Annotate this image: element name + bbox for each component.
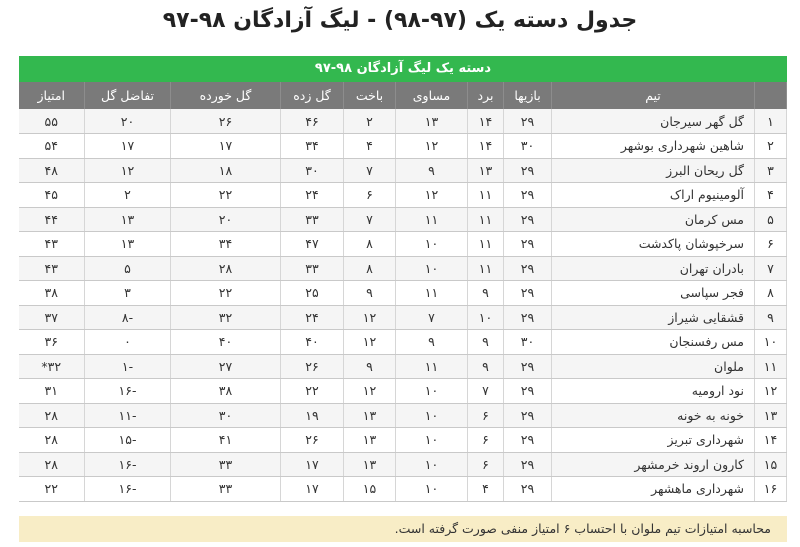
cell-lost: ۷ [344,158,396,183]
header-rank [755,82,787,109]
cell-points: ۵۴ [19,134,85,159]
cell-won: ۱۴ [468,134,504,159]
cell-played: ۲۹ [504,428,552,453]
cell-drawn: ۱۰ [396,477,468,502]
cell-goal-difference: ۵ [85,256,171,281]
cell-rank: ۴ [755,183,787,208]
cell-goals-against: ۴۱ [171,428,281,453]
cell-drawn: ۱۰ [396,379,468,404]
cell-played: ۲۹ [504,305,552,330]
cell-goals-against: ۳۰ [171,403,281,428]
cell-lost: ۷ [344,207,396,232]
cell-goal-difference: -۱ [85,354,171,379]
table-row [19,330,787,355]
cell-goals-against: ۳۳ [171,477,281,502]
cell-played: ۳۰ [504,330,552,355]
cell-goals-against: ۲۲ [171,281,281,306]
table-header-row [19,82,787,109]
cell-points: ۲۸ [19,428,85,453]
table-row [19,354,787,379]
cell-points: ۴۸ [19,158,85,183]
table-row [19,477,787,502]
cell-goals-against: ۲۲ [171,183,281,208]
cell-team: مس رفسنجان [552,330,755,355]
cell-goals-for: ۲۴ [281,305,344,330]
cell-goal-difference: ۲ [85,183,171,208]
cell-points: ۲۸ [19,452,85,477]
cell-lost: ۱۳ [344,452,396,477]
cell-team: قشقایی شیراز [552,305,755,330]
cell-played: ۲۹ [504,256,552,281]
cell-goals-against: ۳۸ [171,379,281,404]
cell-goal-difference: -۱۱ [85,403,171,428]
cell-rank: ۱۴ [755,428,787,453]
cell-points: ۵۵ [19,109,85,134]
cell-team: فجر سپاسی [552,281,755,306]
cell-won: ۷ [468,379,504,404]
cell-rank: ۹ [755,305,787,330]
cell-team: شهرداری ماهشهر [552,477,755,502]
cell-rank: ۵ [755,207,787,232]
table-row [19,134,787,159]
cell-rank: ۱۲ [755,379,787,404]
cell-drawn: ۱۱ [396,207,468,232]
cell-points: ۳۱ [19,379,85,404]
cell-goals-against: ۳۲ [171,305,281,330]
cell-goals-against: ۱۷ [171,134,281,159]
cell-goal-difference: ۱۳ [85,232,171,257]
table-row [19,379,787,404]
header-goal-difference: تفاضل گل [85,82,171,109]
table-row [19,207,787,232]
cell-played: ۲۹ [504,354,552,379]
cell-rank: ۷ [755,256,787,281]
cell-drawn: ۹ [396,158,468,183]
cell-played: ۲۹ [504,207,552,232]
cell-won: ۱۱ [468,232,504,257]
cell-points: ۳۶ [19,330,85,355]
cell-drawn: ۹ [396,330,468,355]
cell-rank: ۶ [755,232,787,257]
cell-won: ۶ [468,452,504,477]
cell-won: ۱۳ [468,158,504,183]
cell-team: نود ارومیه [552,379,755,404]
cell-goal-difference: -۱۶ [85,452,171,477]
footnote: محاسبه امتیازات تیم ملوان با احتساب ۶ امتیاز منفی صورت گرفته است. [19,516,787,542]
cell-lost: ۲ [344,109,396,134]
cell-team: بادران تهران [552,256,755,281]
cell-drawn: ۱۰ [396,403,468,428]
cell-played: ۲۹ [504,183,552,208]
header-points: امتیاز [19,82,85,109]
cell-goals-for: ۲۶ [281,428,344,453]
cell-lost: ۸ [344,256,396,281]
cell-won: ۱۱ [468,207,504,232]
cell-goals-for: ۲۶ [281,354,344,379]
table-row [19,232,787,257]
cell-played: ۲۹ [504,158,552,183]
cell-played: ۳۰ [504,134,552,159]
cell-goals-for: ۳۳ [281,207,344,232]
cell-goal-difference: ۱۲ [85,158,171,183]
cell-played: ۲۹ [504,232,552,257]
cell-rank: ۱۱ [755,354,787,379]
header-team: تیم [552,82,755,109]
cell-rank: ۱۰ [755,330,787,355]
cell-rank: ۱۳ [755,403,787,428]
cell-played: ۲۹ [504,477,552,502]
cell-rank: ۸ [755,281,787,306]
table-banner: دسته یک لیگ آزادگان ۹۸-۹۷ [19,56,787,82]
cell-goal-difference: -۱۶ [85,379,171,404]
cell-goals-against: ۳۳ [171,452,281,477]
cell-played: ۲۹ [504,403,552,428]
cell-goals-for: ۲۲ [281,379,344,404]
header-played: بازیها [504,82,552,109]
cell-won: ۱۰ [468,305,504,330]
cell-team: سرخپوشان پاکدشت [552,232,755,257]
cell-points: ۴۳ [19,256,85,281]
cell-points: ۲۲ [19,477,85,502]
cell-goals-for: ۳۴ [281,134,344,159]
cell-drawn: ۷ [396,305,468,330]
header-drawn: مساوی [396,82,468,109]
cell-team: کارون اروند خرمشهر [552,452,755,477]
cell-lost: ۱۳ [344,403,396,428]
cell-goals-for: ۲۵ [281,281,344,306]
cell-team: شهرداری تبریز [552,428,755,453]
cell-won: ۱۴ [468,109,504,134]
cell-goals-for: ۳۰ [281,158,344,183]
cell-goals-against: ۲۶ [171,109,281,134]
table-row [19,403,787,428]
cell-played: ۲۹ [504,109,552,134]
cell-lost: ۹ [344,354,396,379]
header-goals-for: گل زده [281,82,344,109]
cell-lost: ۹ [344,281,396,306]
cell-team: آلومینیوم اراک [552,183,755,208]
header-goals-against: گل خورده [171,82,281,109]
table-row [19,256,787,281]
cell-won: ۹ [468,330,504,355]
cell-played: ۲۹ [504,281,552,306]
cell-goals-against: ۱۸ [171,158,281,183]
cell-goals-for: ۴۰ [281,330,344,355]
cell-goal-difference: -۸ [85,305,171,330]
cell-drawn: ۱۱ [396,281,468,306]
cell-goals-for: ۱۷ [281,452,344,477]
table-row [19,281,787,306]
cell-goals-against: ۲۰ [171,207,281,232]
cell-drawn: ۱۰ [396,428,468,453]
cell-goals-for: ۱۹ [281,403,344,428]
cell-lost: ۱۲ [344,305,396,330]
cell-goal-difference: ۰ [85,330,171,355]
cell-won: ۶ [468,428,504,453]
cell-goals-for: ۲۴ [281,183,344,208]
cell-won: ۱۱ [468,183,504,208]
cell-lost: ۱۳ [344,428,396,453]
cell-rank: ۱ [755,109,787,134]
header-lost: باخت [344,82,396,109]
cell-goals-against: ۳۴ [171,232,281,257]
table-row [19,109,787,134]
cell-lost: ۱۲ [344,330,396,355]
cell-played: ۲۹ [504,452,552,477]
cell-drawn: ۱۰ [396,232,468,257]
cell-team: خونه به خونه [552,403,755,428]
cell-team: ملوان [552,354,755,379]
cell-drawn: ۱۲ [396,134,468,159]
cell-points: ۴۳ [19,232,85,257]
cell-lost: ۶ [344,183,396,208]
cell-team: شاهین شهرداری بوشهر [552,134,755,159]
table-row [19,158,787,183]
header-won: برد [468,82,504,109]
cell-won: ۹ [468,281,504,306]
table-row [19,183,787,208]
cell-goals-against: ۲۸ [171,256,281,281]
cell-lost: ۱۵ [344,477,396,502]
cell-team: گل ریحان البرز [552,158,755,183]
cell-goal-difference: ۲۰ [85,109,171,134]
cell-goals-for: ۱۷ [281,477,344,502]
cell-goal-difference: ۱۷ [85,134,171,159]
table-row [19,428,787,453]
cell-won: ۴ [468,477,504,502]
cell-points: ۴۵ [19,183,85,208]
cell-rank: ۲ [755,134,787,159]
cell-goal-difference: ۱۳ [85,207,171,232]
cell-drawn: ۱۰ [396,452,468,477]
cell-goals-against: ۴۰ [171,330,281,355]
cell-drawn: ۱۳ [396,109,468,134]
cell-drawn: ۱۰ [396,256,468,281]
cell-goals-against: ۲۷ [171,354,281,379]
cell-team: مس کرمان [552,207,755,232]
cell-points: ۳۲* [19,354,85,379]
page-title: جدول دسته یک (۹۷-۹۸) - لیگ آزادگان ۹۸-۹۷ [162,8,638,33]
cell-rank: ۱۶ [755,477,787,502]
standings-table-container [19,56,787,502]
cell-goals-for: ۴۷ [281,232,344,257]
cell-drawn: ۱۲ [396,183,468,208]
table-row [19,452,787,477]
cell-won: ۶ [468,403,504,428]
cell-team: گل گهر سیرجان [552,109,755,134]
cell-played: ۲۹ [504,379,552,404]
cell-rank: ۳ [755,158,787,183]
cell-won: ۱۱ [468,256,504,281]
table-body [19,109,787,501]
cell-goal-difference: -۱۶ [85,477,171,502]
cell-points: ۳۸ [19,281,85,306]
cell-goal-difference: ۳ [85,281,171,306]
table-row [19,305,787,330]
cell-goals-for: ۴۶ [281,109,344,134]
cell-lost: ۴ [344,134,396,159]
cell-drawn: ۱۱ [396,354,468,379]
standings-table [19,82,788,502]
cell-points: ۴۴ [19,207,85,232]
cell-goal-difference: -۱۵ [85,428,171,453]
cell-points: ۳۷ [19,305,85,330]
cell-won: ۹ [468,354,504,379]
cell-points: ۲۸ [19,403,85,428]
cell-goals-for: ۳۳ [281,256,344,281]
cell-lost: ۱۲ [344,379,396,404]
cell-lost: ۸ [344,232,396,257]
cell-rank: ۱۵ [755,452,787,477]
